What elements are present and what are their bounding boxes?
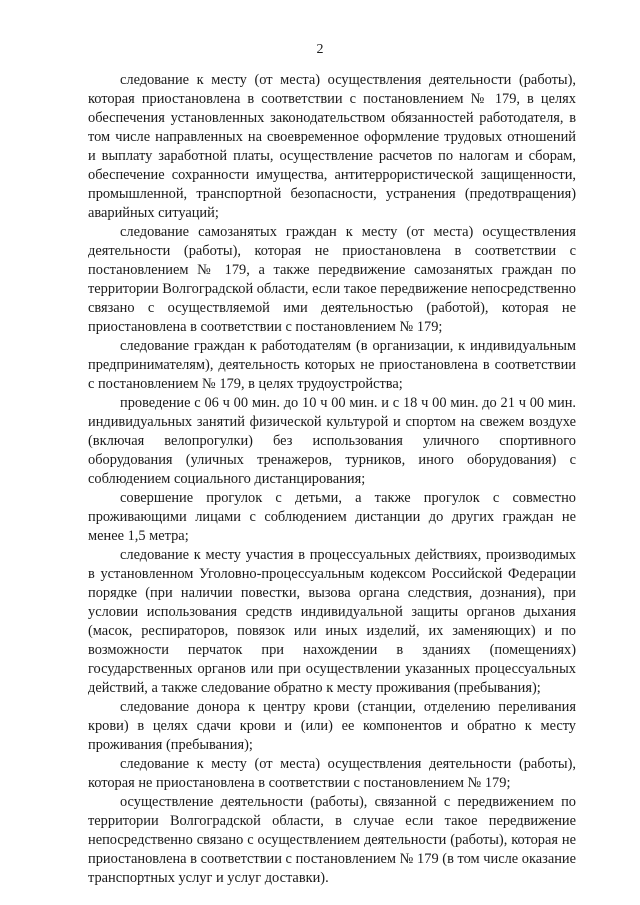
paragraph: осуществление деятельности (работы), связанной с передвижением по территории Волгоградской области, в случае если такое передвижение непосредственно связано с осуществлением деятельности (работы), которая не приостановлена в соответствии с постановлением № 179 (в том числе оказание транспортных услуг и услуг доставки).	[88, 794, 576, 886]
paragraph: проведение с 06 ч 00 мин. до 10 ч 00 мин. и с 18 ч 00 мин. до 21 ч 00 мин. индивидуальных занятий физической культурой и спортом на свежем воздухе (включая велопрогулки) без использования уличного спортивного оборудования (уличных тренажеров, турников, иного оборудования) с соблюдением социального дистанцирования;	[88, 395, 576, 487]
paragraph: следование самозанятых граждан к месту (от места) осуществления деятельности (работы), которая не приостановлена в соответствии с постановлением № 179, а также передвижение самозанятых граждан по территории Волгоградской области, если такое передвижение непосредственно связано с осуществляемой ими деятельностью (работой), которая не приостановлена в соответствии с постановлением № 179;	[88, 224, 576, 335]
paragraph: следование к месту участия в процессуальных действиях, производимых в установленном Уголовно-процессуальным кодексом Российской Федерации порядке (при наличии повестки, вызова органа следствия, дознания), при условии использования средств индивидуальной защиты органов дыхания (масок, респираторов, повязок или иных изделий, их заменяющих) и по возможности перчаток при нахождении в зданиях (помещениях) государственных органов или при осуществлении указанных процессуальных действий, а также следование обратно к месту проживания (пребывания);	[88, 547, 576, 696]
page-number: 2	[316, 42, 324, 57]
paragraph: следование донора к центру крови (станции, отделению переливания крови) в целях сдачи крови и (или) ее компонентов и обратно к месту проживания (пребывания);	[88, 699, 576, 753]
paragraph: следование граждан к работодателям (в организации, к индивидуальным предпринимателям), деятельность которых не приостановлена в соответствии с постановлением № 179, в целях трудоустройства;	[88, 338, 576, 392]
document-body	[88, 71, 576, 888]
paragraph: следование к месту (от места) осуществления деятельности (работы), которая приостановлена в соответствии с постановлением № 179, в целях обеспечения установленных законодательством обязанностей работодателя, в том числе направленных на своевременное оформление трудовых отношений и выплату заработной платы, осуществление расчетов по налогам и сборам, обеспечение сохранности имущества, антитеррористической защищенности, промышленной, транспортной безопасности, устранения (предотвращения) аварийных ситуаций;	[88, 72, 576, 221]
paragraph: совершение прогулок с детьми, а также прогулок с совместно проживающими лицами с соблюдением дистанции до других граждан не менее 1,5 метра;	[88, 490, 576, 544]
paragraph: следование к месту (от места) осуществления деятельности (работы), которая не приостановлена в соответствии с постановлением № 179;	[88, 756, 576, 791]
